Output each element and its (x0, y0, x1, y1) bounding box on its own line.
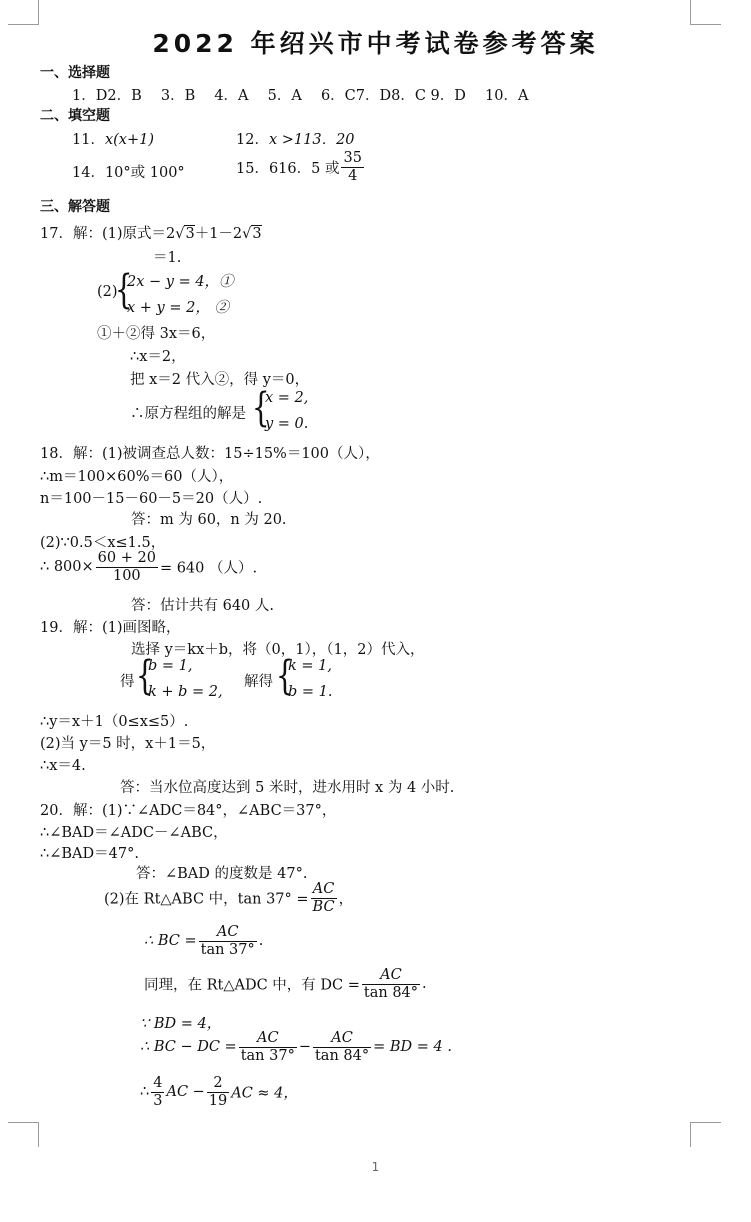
q20-l10-numerator-1: 4 (153, 1075, 163, 1091)
document-title: 2022 年绍兴市中考试卷参考答案 (152, 29, 599, 58)
q20-line-1: 20．解：(1)∵∠ADC＝84°，∠ABC＝37°， (40, 803, 337, 819)
q20-l5-fraction (311, 881, 337, 915)
choice-answers: 1．D2．B 3．B 4．A 5．A 6．C7．D8．C 9．D 10．A (72, 88, 529, 104)
q17-line-3: ①＋②得 3x＝6， (97, 326, 216, 342)
q17-line-4: ∴x＝2， (130, 349, 186, 365)
q17-solution-x: x = 2, (265, 390, 309, 406)
q17-part2-label: (2) (97, 284, 118, 300)
q20-line-7 (144, 967, 427, 1001)
q19-sys1-eq2: k + b = 2, (148, 684, 223, 700)
q20-l6-fraction (199, 924, 257, 958)
q18-line-6 (40, 550, 257, 584)
q18-fraction (96, 550, 158, 584)
crop-mark-bottom-left (8, 1122, 39, 1147)
crop-mark-top-left (8, 0, 39, 25)
q17-line-2: ＝1. (153, 250, 182, 266)
q20-l6-numerator: AC (199, 924, 257, 942)
q20-l9-denominator-1: tan 37° (240, 1047, 295, 1064)
q18-numerator: 60 + 20 (97, 550, 156, 566)
q12-answer: x >113．20 (268, 132, 355, 148)
q20-l9-part-a: ∴ BC − DC = (140, 1039, 237, 1056)
q20-l5-part-b: ， (338, 891, 354, 908)
q20-line-4: 答：∠BAD 的度数是 47°. (136, 866, 308, 882)
q20-line-8: ∵ BD = 4， (140, 1016, 222, 1032)
q20-l10-denominator-1: 3 (153, 1092, 163, 1109)
q20-l9-fraction-1 (239, 1030, 297, 1064)
q20-l10-part-a: ∴ (140, 1084, 150, 1101)
fill-q11 (72, 128, 154, 149)
q19-sys1-eq1: b = 1, (148, 658, 193, 674)
q16-numerator: 35 (343, 150, 362, 166)
q19-line-5: ∴x＝4. (40, 758, 86, 774)
q19-line-2: 选择 y＝kx＋b，将（0，1），（1，2）代入， (131, 642, 425, 658)
q11-answer: x(x+1) (104, 132, 154, 148)
q20-l9-fraction-2 (313, 1030, 371, 1064)
q20-l5-numerator: AC (311, 881, 337, 899)
q18-line-2: ∴m＝100×60%＝60（人）， (40, 469, 234, 485)
page-number: 1 (371, 1160, 380, 1174)
q20-l6-part-b: . (258, 933, 264, 950)
q17-line-5: 把 x＝2 代入②，得 y＝0， (130, 372, 310, 388)
q17-solution-y: y = 0. (265, 416, 309, 432)
q19-sys2-eq2: b = 1. (288, 684, 333, 700)
q18-line-3: n＝100－15－60－5＝20（人）. (40, 491, 263, 507)
q17-line-6: ∴原方程组的解是 (130, 406, 246, 422)
q17-eq-2: x + y = 2， ② (127, 300, 229, 316)
q17-sqrt-2: 3 (252, 226, 262, 242)
fill-q14: 14．10°或 100° (72, 165, 185, 181)
q20-l9-numerator-2: AC (313, 1030, 371, 1048)
q18-line-5: (2)∵0.5＜x≤1.5， (40, 535, 166, 551)
q20-l7-part-b: . (422, 976, 427, 993)
q19-line-1: 19．解：(1)画图略， (40, 620, 181, 636)
section-heading-solve: 三、解答题 (40, 199, 110, 215)
q20-l7-numerator: AC (362, 967, 420, 985)
q20-l10-part-b: AC ≈ 4， (231, 1085, 298, 1102)
q17-solution-brace: { (251, 385, 270, 431)
section-heading-choice: 一、选择题 (40, 65, 110, 81)
q19-de: 得 (120, 674, 135, 690)
q17-brace: { (114, 267, 133, 313)
q16-fraction (341, 150, 363, 184)
q20-l10-fraction-2 (207, 1075, 229, 1109)
q20-l9-numerator-1: AC (239, 1030, 297, 1048)
q11-label: 11． (72, 132, 105, 148)
q17-eq-1: 2x − y = 4，① (127, 274, 234, 290)
q20-l9-minus: − (298, 1039, 311, 1056)
q20-l7-denominator: tan 84° (363, 984, 419, 1001)
q19-sys2-eq1: k = 1, (288, 658, 332, 674)
section-heading-fill: 二、填空题 (40, 108, 110, 124)
q18-line-1: 18．解：(1)被调查总人数：15÷15%＝100（人）， (40, 446, 380, 462)
q20-l6-part-a: ∴ BC = (144, 933, 197, 950)
q19-brace-2: { (275, 653, 294, 699)
q20-l7-fraction (362, 967, 420, 1001)
q19-line-3: ∴y＝x＋1（0≤x≤5）. (40, 714, 189, 730)
q20-l9-part-b: = BD = 4 . (373, 1039, 452, 1056)
q20-l10-middle: AC − (166, 1084, 205, 1101)
q19-jiede: 解得 (244, 674, 273, 690)
q20-line-2: ∴∠BAD＝∠ADC－∠ABC， (40, 825, 228, 841)
q18-denominator: 100 (112, 567, 141, 584)
q18-line-7: 答：估计共有 640 人. (131, 598, 275, 614)
q20-l6-denominator: tan 37° (200, 941, 255, 958)
q16-denominator: 4 (348, 167, 358, 184)
crop-mark-bottom-right (690, 1122, 721, 1147)
q17-sqrt-1: 3 (185, 226, 195, 242)
q19-brace-1: { (135, 653, 154, 699)
q15-text: 15．616．5 或 (236, 160, 340, 177)
fill-q15-q16 (236, 150, 366, 184)
q20-l7-part-a: 同理，在 Rt△ADC 中，有 DC = (144, 977, 360, 994)
q20-line-9 (140, 1030, 452, 1064)
q20-line-5 (104, 881, 353, 915)
q20-l10-numerator-2: 2 (207, 1075, 229, 1093)
q18-line-4: 答：m 为 60，n 为 20. (131, 512, 287, 528)
fill-q12-q13 (236, 128, 355, 149)
q20-line-6 (144, 924, 263, 958)
q18-l6-part-b: = 640 （人）. (159, 560, 258, 577)
q20-l9-denominator-2: tan 84° (314, 1047, 370, 1064)
crop-mark-top-right (690, 0, 721, 25)
q19-line-6: 答：当水位高度达到 5 米时，进水用时 x 为 4 小时. (120, 780, 455, 796)
q18-l6-part-a: ∴ 800× (40, 559, 94, 576)
q20-l10-fraction-1 (151, 1075, 164, 1109)
q19-line-4: (2)当 y＝5 时，x＋1＝5， (40, 736, 216, 752)
q17-l1-part-c: ＋1－2 (194, 226, 243, 242)
q20-l5-denominator: BC (312, 898, 335, 915)
q20-l10-denominator-2: 19 (208, 1092, 228, 1109)
q17-l1-part-a: 17．解：(1)原式＝2 (40, 226, 176, 242)
q17-line-1: 17．解：(1)原式＝2√3＋1－2√3 (40, 226, 262, 242)
q20-line-3: ∴∠BAD＝47°. (40, 846, 139, 862)
q20-l5-part-a: (2)在 Rt△ABC 中，tan 37° = (104, 891, 309, 908)
q20-line-10 (140, 1075, 298, 1109)
q12-label: 12． (236, 132, 269, 148)
